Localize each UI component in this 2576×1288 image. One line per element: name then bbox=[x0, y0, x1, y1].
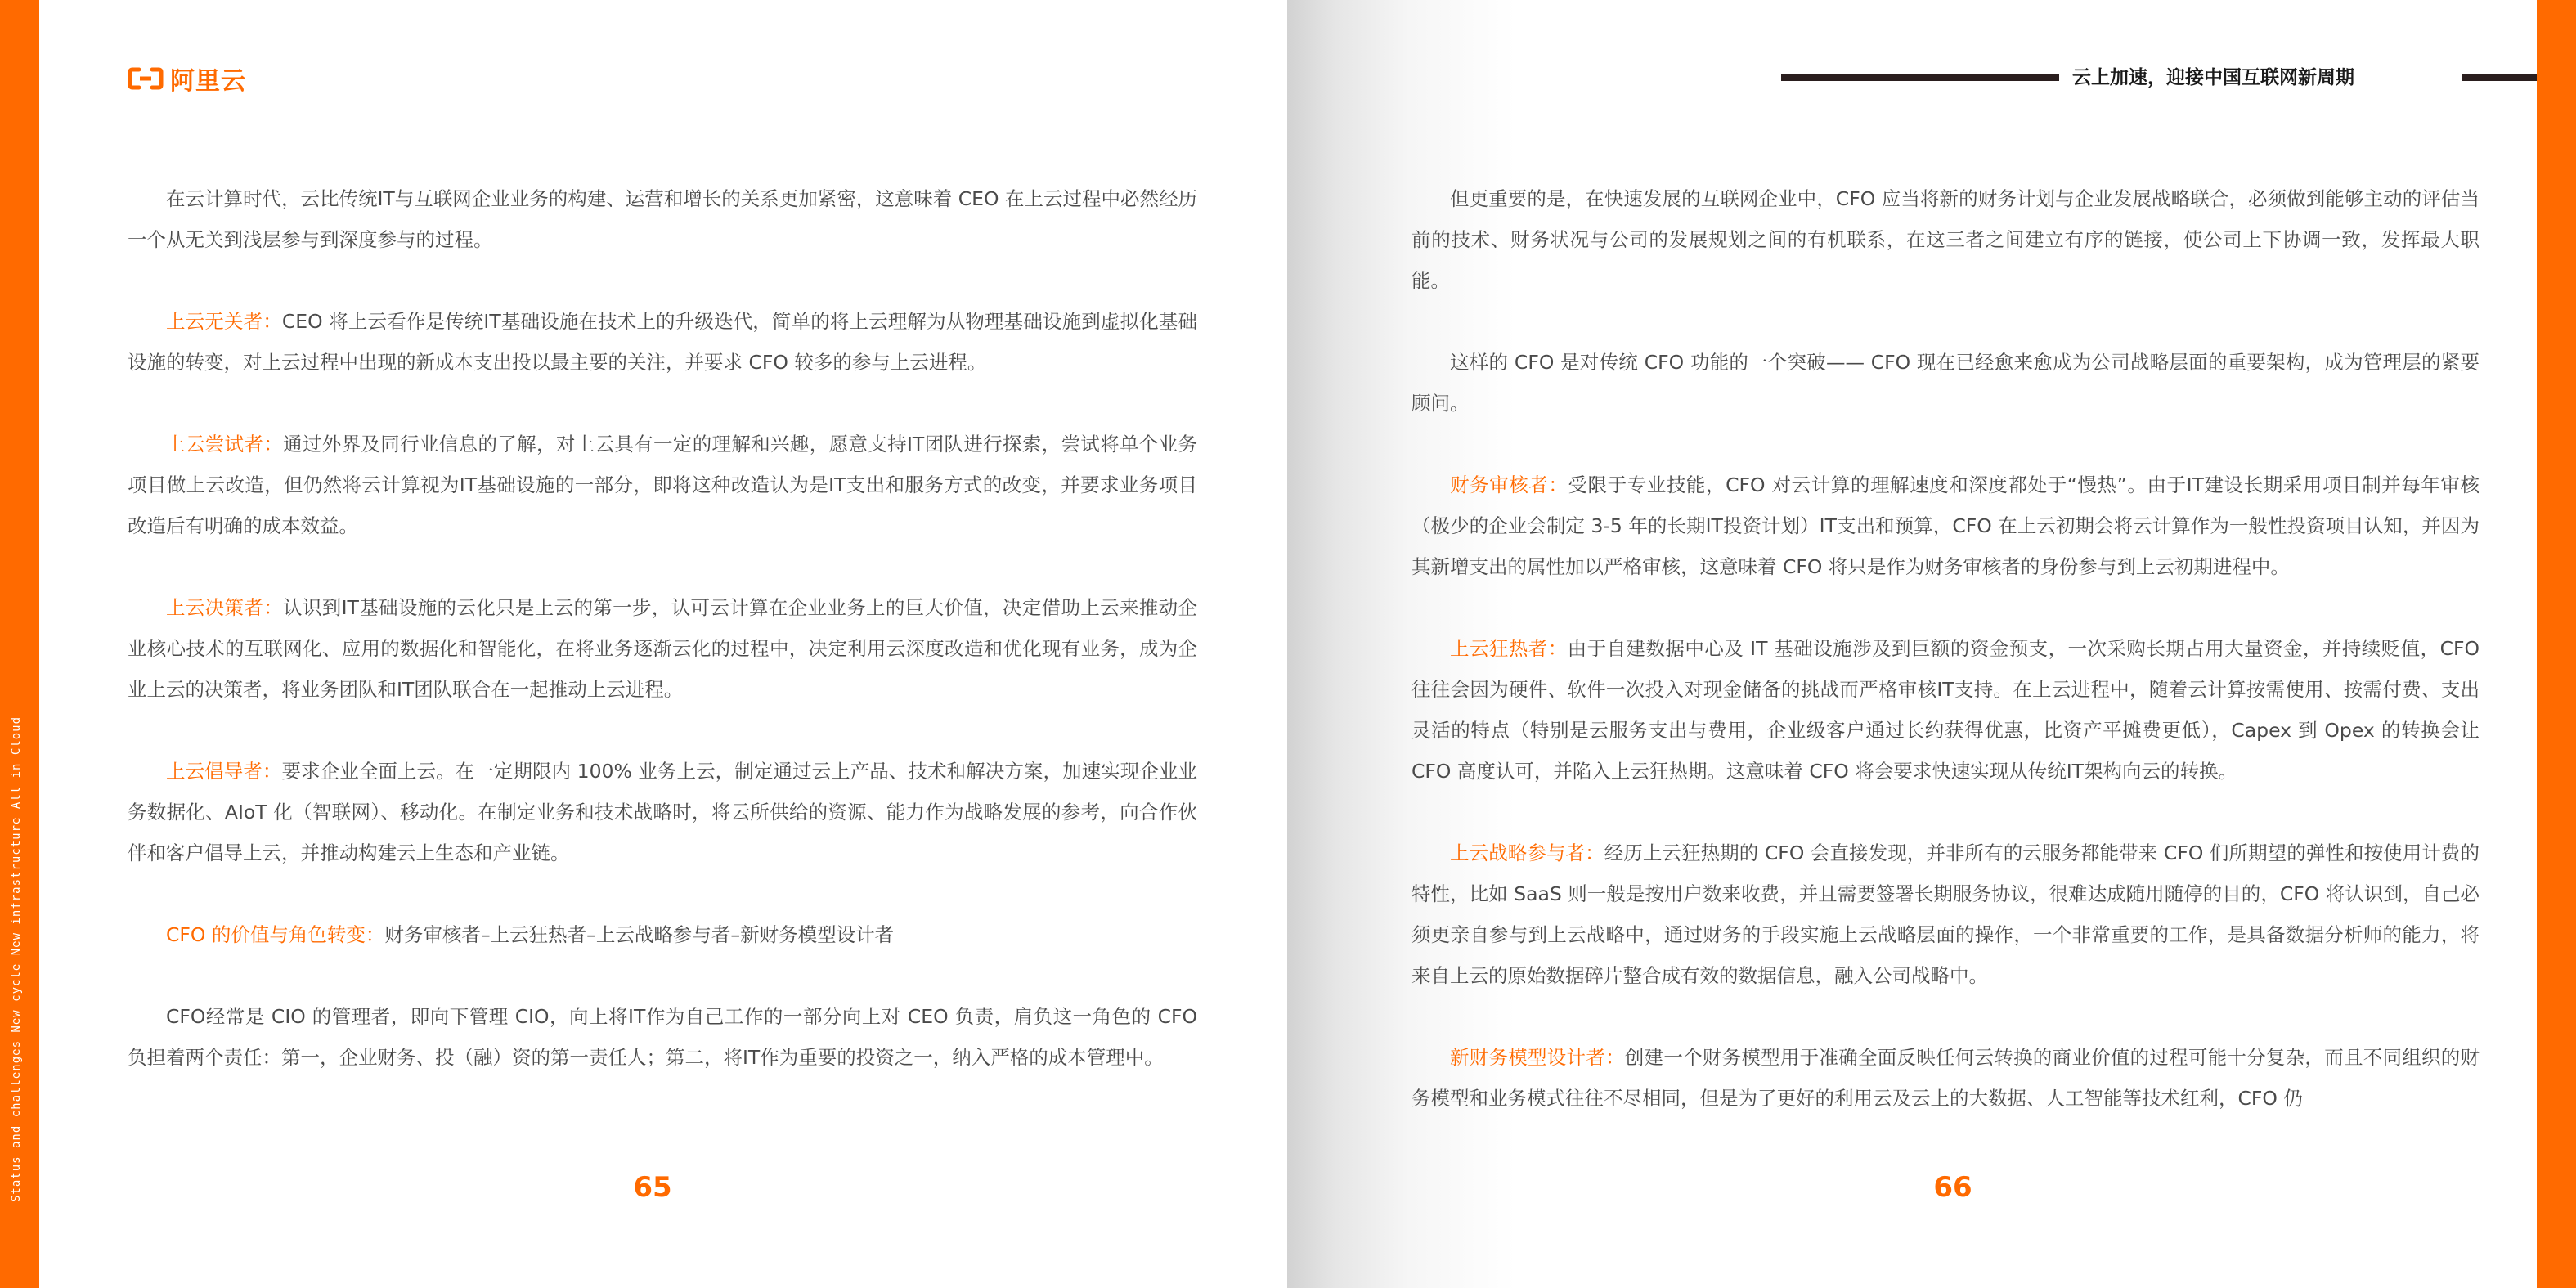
paragraph-body: 创建一个财务模型用于准确全面反映任何云转换的商业价值的过程可能十分复杂，而且不同组织的财务模型和业务模式往往不尽相同，但是为了更好的利用云及云上的大数据、人工智能等技术红利，CFO 仍 bbox=[1411, 1046, 2480, 1110]
header-rule bbox=[1781, 74, 2059, 81]
paragraph bbox=[128, 587, 1197, 710]
paragraph bbox=[128, 424, 1197, 546]
paragraph-lead: 上云无关者： bbox=[166, 310, 282, 333]
paragraph-body: 要求企业全面上云。在一定期限内 100% 业务上云，制定通过云上产品、技术和解决方案，加速实现企业业务数据化、AIoT 化（智联网）、移动化。在制定业务和技术战略时，将云所供给的资源、能力作为战略发展的参考，向合作伙伴和客户倡导上云，并推动构建云上生态和产业链。 bbox=[128, 760, 1198, 864]
paragraph-body: 财务审核者–上云狂热者–上云战略参与者–新财务模型设计者 bbox=[384, 923, 895, 946]
right-body-text bbox=[1411, 178, 2480, 1160]
paragraph-lead: 上云狂热者： bbox=[1450, 637, 1568, 660]
left-body-text bbox=[128, 178, 1197, 1119]
brand-logo bbox=[128, 61, 246, 96]
paragraph bbox=[1411, 628, 2480, 792]
page-number: 65 bbox=[633, 1171, 672, 1204]
paragraph-body: 经历上云狂热期的 CFO 会直接发现，并非所有的云服务都能带来 CFO 们所期望的弹性和按使用计费的特性，比如 SaaS 则一般是按用户数来收费，并且需要签署长期服务协议，很难达成随用随停的目的，CFO 将认识到，自己必须更亲自参与到上云战略中，通过财务的手段实施上云战略层面的操作，一个非常重要的工作，是具备数据分析师的能力，将来自上云的原始数据碎片整合成有效的数据信息，融入公司战略中。 bbox=[1411, 841, 2480, 987]
right-page bbox=[1287, 0, 2537, 1288]
aliyun-logo-icon bbox=[128, 67, 164, 90]
running-header: 云上加速，迎接中国互联网新周期 bbox=[2072, 67, 2354, 88]
side-caption: Status and challenges New cycle New infrastructure All in Cloud bbox=[10, 716, 23, 1202]
header-rule bbox=[2462, 74, 2537, 81]
left-page bbox=[39, 0, 1287, 1288]
paragraph-lead: 上云尝试者： bbox=[166, 433, 284, 456]
paragraph-lead: 上云战略参与者： bbox=[1450, 841, 1604, 864]
paragraph bbox=[128, 751, 1197, 873]
paragraph bbox=[128, 301, 1197, 383]
paragraph bbox=[1411, 342, 2480, 424]
paragraph bbox=[1411, 178, 2480, 301]
paragraph-body: CFO经常是 CIO 的管理者，即向下管理 CIO，向上将IT作为自己工作的一部分向上对 CEO 负责，肩负这一角色的 CFO 负担着两个责任：第一，企业财务、投（融）资的第一责任人；第二，将IT作为重要的投资之一，纳入严格的成本管理中。 bbox=[128, 1005, 1197, 1069]
paragraph bbox=[128, 178, 1197, 260]
paragraph-lead: 上云倡导者： bbox=[166, 760, 282, 783]
paragraph-body: 通过外界及同行业信息的了解，对上云具有一定的理解和兴趣，愿意支持IT团队进行探索，尝试将单个业务项目做上云改造，但仍然将云计算视为IT基础设施的一部分，即将这种改造认为是IT支出和服务方式的改变，并要求业务项目改造后有明确的成本效益。 bbox=[128, 433, 1197, 537]
paragraph-body: 这样的 CFO 是对传统 CFO 功能的一个突破—— CFO 现在已经愈来愈成为公司战略层面的重要架构，成为管理层的紧要顾问。 bbox=[1411, 351, 2480, 415]
paragraph-body: 受限于专业技能，CFO 对云计算的理解速度和深度都处于“慢热”。由于IT建设长期采用项目制并每年审核（极少的企业会制定 3-5 年的长期IT投资计划）IT支出和预算，CFO 在上云初期会将云计算作为一般性投资项目认知，并因为其新增支出的属性加以严格审核，这意味着 CFO 将只是作为财务审核者的身份参与到上云初期进程中。 bbox=[1411, 473, 2480, 578]
paragraph bbox=[128, 914, 1197, 955]
paragraph bbox=[1411, 832, 2480, 996]
right-accent-bar bbox=[2537, 0, 2576, 1288]
paragraph-body: 但更重要的是，在快速发展的互联网企业中，CFO 应当将新的财务计划与企业发展战略联合，必须做到能够主动的评估当前的技术、财务状况与公司的发展规划之间的有机联系，在这三者之间建立有序的链接，使公司上下协调一致，发挥最大职能。 bbox=[1411, 187, 2480, 292]
paragraph-body: 由于自建数据中心及 IT 基础设施涉及到巨额的资金预支，一次采购长期占用大量资金，并持续贬值，CFO 往往会因为硬件、软件一次投入对现金储备的挑战而严格审核IT支持。在上云进程中，随着云计算按需使用、按需付费、支出灵活的特点（特别是云服务支出与费用，企业级客户通过长约获得优惠，比资产平摊费更低），Capex 到 Opex 的转换会让 CFO 高度认可，并陷入上云狂热期。这意味着 CFO 将会要求快速实现从传统IT架构向云的转换。 bbox=[1411, 637, 2480, 783]
paragraph bbox=[128, 996, 1197, 1078]
paragraph-lead: CFO 的价值与角色转变： bbox=[166, 923, 385, 946]
paragraph-body: 在云计算时代，云比传统IT与互联网企业业务的构建、运营和增长的关系更加紧密，这意味着 CEO 在上云过程中必然经历一个从无关到浅层参与到深度参与的过程。 bbox=[128, 187, 1197, 251]
paragraph-lead: 新财务模型设计者： bbox=[1450, 1046, 1625, 1069]
paragraph-body: CEO 将上云看作是传统IT基础设施在技术上的升级迭代，简单的将上云理解为从物理基础设施到虚拟化基础设施的转变，对上云过程中出现的新成本支出投以最主要的关注，并要求 CFO 较多的参与上云进程。 bbox=[128, 310, 1198, 374]
page-number: 66 bbox=[1933, 1171, 1972, 1204]
paragraph bbox=[1411, 464, 2480, 587]
paragraph-body: 认识到IT基础设施的云化只是上云的第一步，认可云计算在企业业务上的巨大价值，决定借助上云来推动企业核心技术的互联网化、应用的数据化和智能化，在将业务逐渐云化的过程中，决定利用云深度改造和优化现有业务，成为企业上云的决策者，将业务团队和IT团队联合在一起推动上云进程。 bbox=[128, 596, 1197, 701]
paragraph-lead: 上云决策者： bbox=[166, 596, 284, 619]
brand-logo-text: 阿里云 bbox=[170, 67, 246, 96]
paragraph-lead: 财务审核者： bbox=[1450, 473, 1568, 496]
paragraph bbox=[1411, 1037, 2480, 1119]
